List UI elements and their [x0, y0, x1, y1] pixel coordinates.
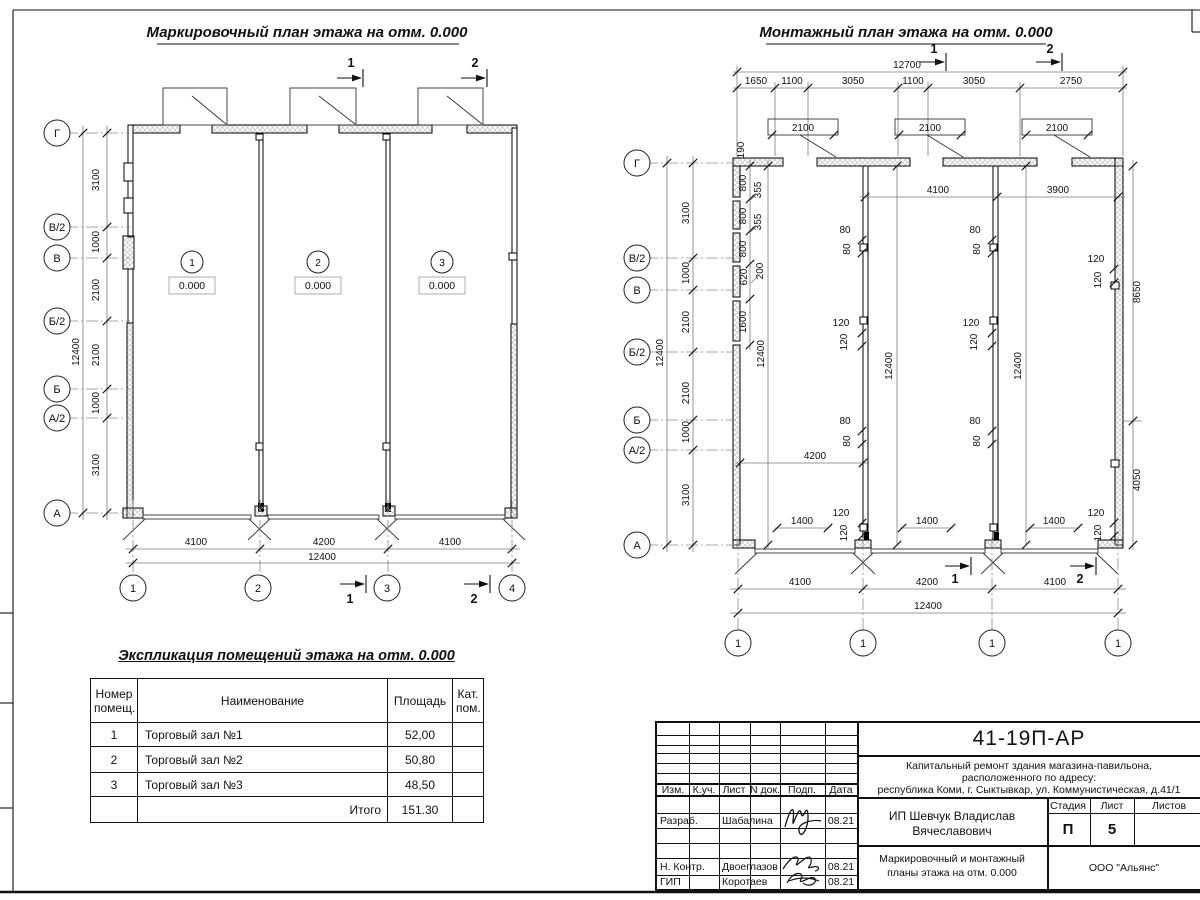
- client-line1: ИП Шевчук Владислав: [888, 809, 1016, 823]
- svg-text:80: 80: [842, 435, 853, 447]
- svg-text:12400: 12400: [1013, 352, 1024, 380]
- stage-value: П: [1062, 821, 1074, 838]
- room-number: 1: [189, 257, 195, 269]
- role-gip: ГИП: [660, 876, 681, 888]
- project-line1: Капитальный ремонт здания магазина-павильона,: [906, 760, 1152, 772]
- axis-label: Г: [634, 158, 640, 170]
- gip-name: Коротаев: [722, 876, 768, 888]
- room-schedule-table: [90, 678, 484, 823]
- opening-dims: [736, 119, 1092, 158]
- table-row: 1 Торговый зал №1 52,00: [91, 723, 484, 747]
- position-mark: 1: [988, 638, 996, 650]
- svg-text:2750: 2750: [1059, 76, 1083, 87]
- svg-text:12400: 12400: [884, 352, 895, 380]
- svg-text:1400: 1400: [790, 516, 814, 527]
- svg-text:355: 355: [753, 213, 764, 231]
- signature-developer: [779, 797, 827, 845]
- svg-text:80: 80: [842, 243, 853, 255]
- svg-text:120: 120: [1087, 254, 1105, 265]
- svg-text:1600: 1600: [738, 310, 749, 334]
- axis-label: А/2: [48, 413, 66, 425]
- svg-text:1100: 1100: [902, 76, 924, 87]
- svg-text:2100: 2100: [681, 310, 692, 334]
- svg-text:1650: 1650: [744, 76, 768, 87]
- col-header-number: Номер помещ.: [91, 679, 138, 723]
- svg-text:1400: 1400: [1042, 516, 1066, 527]
- section-mark-2-top: [461, 56, 487, 87]
- svg-text:120: 120: [839, 333, 850, 351]
- svg-text:8650: 8650: [1132, 280, 1143, 304]
- svg-text:12400: 12400: [71, 338, 82, 366]
- axis-label: В/2: [628, 253, 646, 265]
- svg-text:2100: 2100: [91, 343, 102, 367]
- svg-text:2: 2: [1076, 572, 1084, 586]
- axis-label: Г: [54, 128, 60, 140]
- room-tags: [169, 251, 465, 294]
- svg-text:12400: 12400: [308, 552, 336, 563]
- svg-text:2100: 2100: [681, 381, 692, 405]
- project-line2: расположенного по адресу:: [961, 772, 1097, 784]
- right-plan-inner-dims: [735, 160, 1143, 550]
- room-elevation: 0.000: [428, 280, 456, 292]
- svg-text:3100: 3100: [91, 453, 102, 477]
- axis-label: В: [633, 285, 641, 297]
- table-row: 2 Торговый зал №2 50,80: [91, 747, 484, 773]
- svg-text:1100: 1100: [781, 76, 803, 87]
- svg-text:200: 200: [755, 262, 766, 280]
- svg-text:80: 80: [972, 435, 983, 447]
- svg-text:120: 120: [1093, 271, 1104, 289]
- total-value: 151.30: [388, 797, 453, 823]
- svg-text:2100: 2100: [918, 123, 942, 134]
- svg-text:12400: 12400: [756, 340, 767, 368]
- table-total-row: [91, 797, 484, 823]
- gip-date: 08.21: [827, 876, 855, 888]
- svg-text:3900: 3900: [1046, 185, 1070, 196]
- section-mark-1-bottom: [340, 575, 366, 606]
- sheets-label: Листов: [1151, 800, 1187, 812]
- svg-text:1: 1: [951, 572, 959, 586]
- svg-text:1000: 1000: [681, 261, 692, 285]
- svg-text:3100: 3100: [681, 483, 692, 507]
- svg-text:80: 80: [972, 243, 983, 255]
- axis-label: 4: [508, 583, 516, 595]
- axis-label: 1: [129, 583, 137, 595]
- section-mark-2-bottom: [464, 575, 490, 606]
- section-mark-1-top-right: [920, 42, 946, 71]
- total-label: Итого: [138, 797, 388, 823]
- section-mark-1-bottom-right: [945, 557, 971, 586]
- signature-ncontrol-gip: [779, 843, 827, 889]
- sheet-title-line2: планы этажа на отм. 0.000: [887, 867, 1017, 879]
- sheet-label: Лист: [1100, 800, 1124, 812]
- room-number: 2: [315, 257, 321, 269]
- role-ncontrol: Н. Контр.: [660, 861, 705, 873]
- room-number: 3: [439, 257, 445, 269]
- svg-text:120: 120: [839, 524, 850, 542]
- svg-text:800: 800: [738, 240, 749, 258]
- sheet-title-line1: Маркировочный и монтажный: [879, 853, 1025, 865]
- svg-text:4200: 4200: [312, 537, 336, 548]
- stage-label: Стадия: [1050, 800, 1086, 812]
- table-row: 3 Торговый зал №3 48,50: [91, 773, 484, 797]
- role-developer: Разраб.: [660, 815, 698, 827]
- svg-text:2: 2: [470, 592, 478, 606]
- svg-text:4100: 4100: [1043, 577, 1067, 588]
- right-plan-title: Монтажный план этажа на отм. 0.000: [759, 24, 1053, 41]
- svg-text:80: 80: [969, 416, 981, 427]
- room-elevation: 0.000: [178, 280, 206, 292]
- col-podp: Подп.: [788, 784, 816, 796]
- svg-text:800: 800: [738, 174, 749, 192]
- organization-name: ООО "Альянс": [1088, 862, 1160, 874]
- axis-label: 2: [254, 583, 262, 595]
- left-plan-row-axes: [44, 120, 130, 526]
- col-header-name: Наименование: [138, 679, 388, 723]
- svg-text:4100: 4100: [788, 577, 812, 588]
- svg-text:80: 80: [969, 225, 981, 236]
- svg-text:80: 80: [839, 416, 851, 427]
- room-schedule-title: Экспликация помещений этажа на отм. 0.000: [118, 648, 455, 664]
- section-mark-2-bottom-right: [1070, 557, 1096, 586]
- sheet-value: 5: [1107, 821, 1117, 838]
- svg-text:120: 120: [832, 508, 850, 519]
- svg-text:800: 800: [738, 207, 749, 225]
- marking-plan: [44, 24, 525, 606]
- svg-text:3100: 3100: [91, 168, 102, 192]
- axis-label: Б: [53, 384, 61, 396]
- right-plan-top-dims: [733, 60, 1127, 159]
- svg-text:3050: 3050: [841, 76, 865, 87]
- col-header-category: Кат. пом.: [453, 679, 484, 723]
- room-schedule: [90, 648, 483, 823]
- svg-text:12400: 12400: [914, 601, 942, 612]
- developer-date: 08.21: [827, 815, 855, 827]
- left-plan-title: Маркировочный план этажа на отм. 0.000: [146, 24, 468, 41]
- section-mark-2-top-right: [1036, 42, 1062, 71]
- col-header-area: Площадь: [388, 679, 453, 723]
- col-list: Лист: [722, 784, 746, 796]
- axis-label: А/2: [628, 445, 646, 457]
- svg-text:12400: 12400: [655, 339, 666, 367]
- svg-text:1000: 1000: [681, 420, 692, 444]
- client-line2: Вячеславович: [912, 824, 992, 838]
- svg-text:2100: 2100: [791, 123, 815, 134]
- document-code: 41-19П-АР: [972, 727, 1086, 750]
- left-plan-bottom-dims: [120, 500, 525, 606]
- right-plan-walls: [733, 158, 1123, 574]
- svg-text:1400: 1400: [915, 516, 939, 527]
- axis-label: Б/2: [48, 316, 66, 328]
- right-plan-bottom-dims: [725, 538, 1131, 656]
- svg-text:4200: 4200: [803, 451, 827, 462]
- svg-text:1: 1: [347, 56, 355, 70]
- position-mark: 1: [859, 638, 867, 650]
- svg-text:355: 355: [753, 181, 764, 199]
- axis-label: Б/2: [628, 347, 646, 359]
- project-line3: республика Коми, г. Сыктывкар, ул. Коммунистическая, д.41/1: [877, 784, 1181, 796]
- svg-text:120: 120: [832, 318, 850, 329]
- svg-text:120: 120: [962, 318, 980, 329]
- svg-text:4200: 4200: [915, 577, 939, 588]
- room-elevation: 0.000: [304, 280, 332, 292]
- axis-label: 3: [383, 583, 391, 595]
- axis-label: А: [53, 508, 61, 520]
- left-plan-vertical-dims: [71, 126, 111, 520]
- svg-text:2100: 2100: [91, 278, 102, 302]
- svg-text:4100: 4100: [438, 537, 462, 548]
- svg-text:4100: 4100: [184, 537, 208, 548]
- table-header-row: [91, 679, 484, 723]
- developer-name: Шабалина: [722, 815, 773, 827]
- axis-label: В/2: [48, 222, 66, 234]
- montage-plan: [624, 24, 1143, 656]
- svg-text:2: 2: [471, 56, 479, 70]
- ncontrol-date: 08.21: [827, 861, 855, 873]
- svg-text:120: 120: [969, 333, 980, 351]
- right-plan-row-axes: [624, 150, 735, 558]
- svg-text:4050: 4050: [1132, 468, 1143, 492]
- svg-text:3100: 3100: [681, 201, 692, 225]
- svg-text:3050: 3050: [962, 76, 986, 87]
- section-mark-1-top: [337, 56, 363, 87]
- col-kuch: К.уч.: [692, 784, 716, 796]
- col-ndok: N док.: [750, 784, 780, 796]
- svg-text:120: 120: [1087, 508, 1105, 519]
- svg-text:4100: 4100: [926, 185, 950, 196]
- col-izm: Изм.: [661, 784, 685, 796]
- svg-text:120: 120: [1093, 524, 1104, 542]
- title-block: [655, 721, 1200, 891]
- svg-text:1000: 1000: [91, 230, 102, 254]
- panel-dims: [738, 160, 772, 549]
- position-mark: 1: [1114, 638, 1122, 650]
- svg-text:1: 1: [930, 42, 938, 56]
- svg-text:2100: 2100: [1045, 123, 1069, 134]
- svg-text:1: 1: [346, 592, 354, 606]
- axis-label: Б: [633, 415, 641, 427]
- axis-label: А: [633, 540, 641, 552]
- svg-text:1000: 1000: [91, 391, 102, 415]
- svg-text:80: 80: [839, 225, 851, 236]
- ncontrol-name: Двоеглазов: [722, 861, 778, 873]
- svg-text:190: 190: [736, 141, 747, 159]
- position-mark: 1: [734, 638, 742, 650]
- axis-label: В: [53, 253, 61, 265]
- col-data: Дата: [829, 784, 853, 796]
- svg-text:620: 620: [739, 268, 750, 286]
- svg-text:12700: 12700: [893, 60, 921, 71]
- svg-text:2: 2: [1046, 42, 1054, 56]
- left-plan-walls: [123, 88, 525, 540]
